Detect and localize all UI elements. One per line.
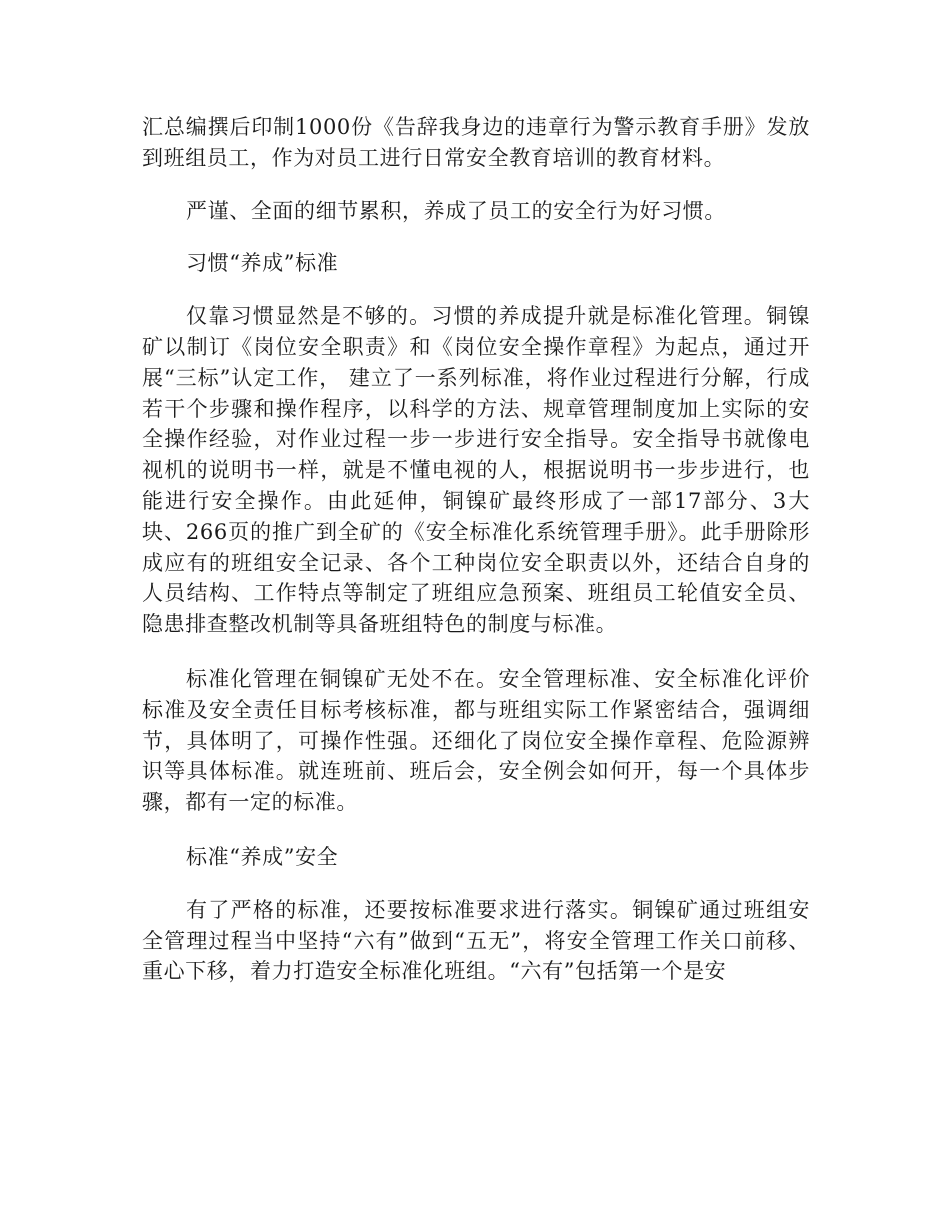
section-heading-habit-standard: 习惯“养成”标准 (186, 251, 339, 276)
paragraph-six-haves-five-nones: 有了严格的标准，还要按标准要求进行落实。铜镍矿通过班组安全管理过程当中坚持“六有”做到“五无”，将安全管理工作关口前移、重心下移，着力打造安全标准化班组。“六有”包括第一个是安 (142, 897, 810, 984)
paragraph-handbook-distribution: 汇总编撰后印制1000份《告辞我身边的违章行为警示教育手册》发放到班组员工，作为对员工进行日常安全教育培训的教育材料。 (142, 115, 810, 170)
paragraph-safety-habits: 严谨、全面的细节累积，养成了员工的安全行为好习惯。 (186, 198, 726, 223)
paragraph-standardized-management: 仅靠习惯显然是不够的。习惯的养成提升就是标准化管理。铜镍矿以制订《岗位安全职责》和《岗位安全操作章程》为起点，通过开展“三标”认定工作， 建立了一系列标准，将作业过程进行分解，行成若干个步骤和操作程序，以科学的方法、规章管理制度加上实际的安全操作经验，对作业过程一步一步进行安全指导。安全指导书就像电视机的说明书一样，就是不懂电视的人，根据说明书一步步进行，也能进行安全操作。由此延伸，铜镍矿最终形成了一部17部分、3大块、266页的推广到全矿的《安全标准化系统管理手册》。此手册除形成应有的班组安全记录、各个工种岗位安全职责以外，还结合自身的人员结构、工作特点等制定了班组应急预案、班组员工轮值安全员、隐患排查整改机制等具备班组特色的制度与标准。 (142, 304, 810, 637)
document-body (142, 112, 810, 987)
paragraph-standards-everywhere: 标准化管理在铜镍矿无处不在。安全管理标准、安全标准化评价标准及安全责任目标考核标准，都与班组实际工作紧密结合，强调细节，具体明了，可操作性强。还细化了岗位安全操作章程、危险源辨识等具体标准。就连班前、班后会，安全例会如何开，每一个具体步骤，都有一定的标准。 (142, 666, 810, 815)
section-heading-standard-safety: 标准“养成”安全 (186, 844, 339, 869)
